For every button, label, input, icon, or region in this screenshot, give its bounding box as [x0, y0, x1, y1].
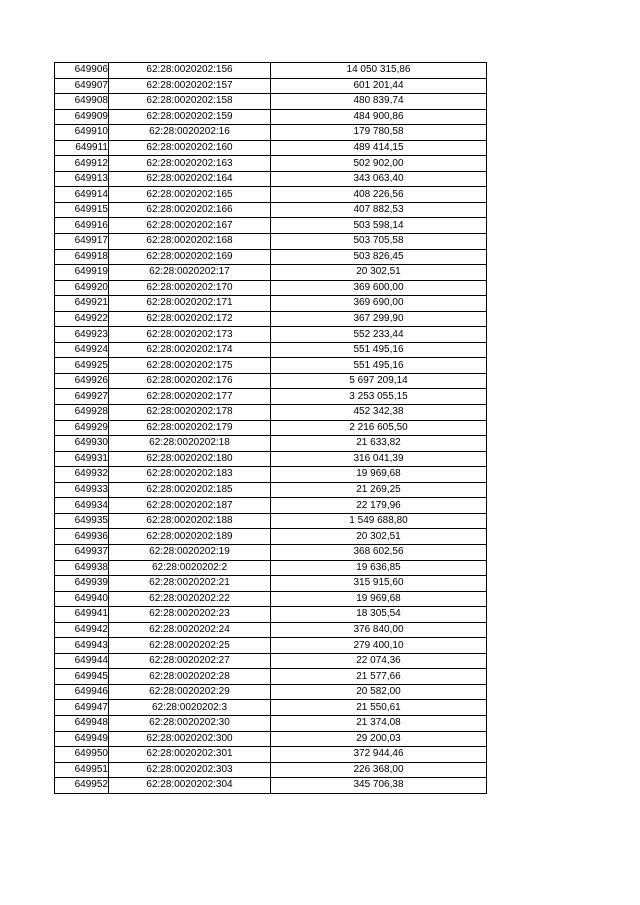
cadastral-number-cell: 62:28:0020202:29: [109, 684, 271, 700]
table-row: [55, 249, 487, 265]
value-cell: 503 826,45: [271, 249, 487, 265]
value-cell: 5 697 209,14: [271, 373, 487, 389]
row-number-cell: 649913: [55, 171, 109, 187]
cadastral-number-cell: 62:28:0020202:17: [109, 265, 271, 281]
cadastral-number-cell: 62:28:0020202:30: [109, 715, 271, 731]
value-cell: 452 342,38: [271, 405, 487, 421]
cadastral-number-cell: 62:28:0020202:159: [109, 109, 271, 125]
cadastral-number-cell: 62:28:0020202:172: [109, 311, 271, 327]
row-number-cell: 649921: [55, 296, 109, 312]
value-cell: 551 495,16: [271, 358, 487, 374]
cadastral-number-cell: 62:28:0020202:170: [109, 280, 271, 296]
row-number-cell: 649948: [55, 715, 109, 731]
value-cell: 2 216 605,50: [271, 420, 487, 436]
value-cell: 551 495,16: [271, 342, 487, 358]
row-number-cell: 649925: [55, 358, 109, 374]
value-cell: 315 915,60: [271, 576, 487, 592]
cadastral-number-cell: 62:28:0020202:178: [109, 405, 271, 421]
cadastral-number-cell: 62:28:0020202:160: [109, 140, 271, 156]
cadastral-number-cell: 62:28:0020202:168: [109, 234, 271, 250]
cadastral-number-cell: 62:28:0020202:174: [109, 342, 271, 358]
row-number-cell: 649939: [55, 576, 109, 592]
cadastral-number-cell: 62:28:0020202:28: [109, 669, 271, 685]
table-row: [55, 684, 487, 700]
table-row: [55, 638, 487, 654]
cadastral-number-cell: 62:28:0020202:167: [109, 218, 271, 234]
cadastral-number-cell: 62:28:0020202:171: [109, 296, 271, 312]
value-cell: 316 041,39: [271, 451, 487, 467]
cadastral-number-cell: 62:28:0020202:303: [109, 762, 271, 778]
cadastral-number-cell: 62:28:0020202:27: [109, 653, 271, 669]
row-number-cell: 649932: [55, 467, 109, 483]
row-number-cell: 649930: [55, 436, 109, 452]
cadastral-number-cell: 62:28:0020202:21: [109, 576, 271, 592]
table-row: [55, 280, 487, 296]
table-row: [55, 342, 487, 358]
cadastral-number-cell: 62:28:0020202:185: [109, 482, 271, 498]
value-cell: 20 302,51: [271, 265, 487, 281]
row-number-cell: 649922: [55, 311, 109, 327]
table-row: [55, 171, 487, 187]
cadastral-number-cell: 62:28:0020202:164: [109, 171, 271, 187]
row-number-cell: 649937: [55, 544, 109, 560]
value-cell: 343 063,40: [271, 171, 487, 187]
row-number-cell: 649907: [55, 78, 109, 94]
row-number-cell: 649908: [55, 94, 109, 110]
table-row: [55, 373, 487, 389]
row-number-cell: 649947: [55, 700, 109, 716]
value-cell: 22 179,96: [271, 498, 487, 514]
table-row: [55, 405, 487, 421]
row-number-cell: 649945: [55, 669, 109, 685]
value-cell: 1 549 688,80: [271, 513, 487, 529]
row-number-cell: 649919: [55, 265, 109, 281]
row-number-cell: 649915: [55, 202, 109, 218]
value-cell: 367 299,90: [271, 311, 487, 327]
value-cell: 179 780,58: [271, 125, 487, 141]
table-row: [55, 482, 487, 498]
row-number-cell: 649944: [55, 653, 109, 669]
cadastral-number-cell: 62:28:0020202:187: [109, 498, 271, 514]
row-number-cell: 649923: [55, 327, 109, 343]
value-cell: 502 902,00: [271, 156, 487, 172]
table-row: [55, 140, 487, 156]
cadastral-number-cell: 62:28:0020202:157: [109, 78, 271, 94]
value-cell: 19 969,68: [271, 591, 487, 607]
table-row: [55, 218, 487, 234]
table-row: [55, 715, 487, 731]
table-row: [55, 125, 487, 141]
value-cell: 601 201,44: [271, 78, 487, 94]
row-number-cell: 649935: [55, 513, 109, 529]
table-row: [55, 265, 487, 281]
value-cell: 372 944,46: [271, 747, 487, 763]
value-cell: 480 839,74: [271, 94, 487, 110]
row-number-cell: 649934: [55, 498, 109, 514]
cadastral-number-cell: 62:28:0020202:3: [109, 700, 271, 716]
table-row: [55, 731, 487, 747]
value-cell: 29 200,03: [271, 731, 487, 747]
row-number-cell: 649940: [55, 591, 109, 607]
table-row: [55, 311, 487, 327]
table-row: [55, 467, 487, 483]
value-cell: 345 706,38: [271, 778, 487, 794]
table-row: [55, 544, 487, 560]
table-body: [55, 63, 487, 794]
row-number-cell: 649943: [55, 638, 109, 654]
table-row: [55, 420, 487, 436]
table-row: [55, 747, 487, 763]
value-cell: 369 600,00: [271, 280, 487, 296]
value-cell: 19 969,68: [271, 467, 487, 483]
table-row: [55, 78, 487, 94]
table-row: [55, 109, 487, 125]
row-number-cell: 649924: [55, 342, 109, 358]
row-number-cell: 649906: [55, 63, 109, 79]
value-cell: 489 414,15: [271, 140, 487, 156]
cadastral-number-cell: 62:28:0020202:176: [109, 373, 271, 389]
value-cell: 18 305,54: [271, 607, 487, 623]
table-row: [55, 576, 487, 592]
value-cell: 408 226,56: [271, 187, 487, 203]
table-row: [55, 622, 487, 638]
cadastral-number-cell: 62:28:0020202:179: [109, 420, 271, 436]
value-cell: 226 368,00: [271, 762, 487, 778]
value-cell: 21 550,61: [271, 700, 487, 716]
value-cell: 368 602,56: [271, 544, 487, 560]
row-number-cell: 649929: [55, 420, 109, 436]
row-number-cell: 649936: [55, 529, 109, 545]
cadastral-number-cell: 62:28:0020202:24: [109, 622, 271, 638]
table-row: [55, 513, 487, 529]
row-number-cell: 649933: [55, 482, 109, 498]
cadastral-number-cell: 62:28:0020202:180: [109, 451, 271, 467]
value-cell: 407 882,53: [271, 202, 487, 218]
cadastral-number-cell: 62:28:0020202:158: [109, 94, 271, 110]
table-row: [55, 451, 487, 467]
cadastral-number-cell: 62:28:0020202:19: [109, 544, 271, 560]
table-row: [55, 436, 487, 452]
table-row: [55, 327, 487, 343]
row-number-cell: 649926: [55, 373, 109, 389]
table-row: [55, 296, 487, 312]
table-row: [55, 63, 487, 79]
table-row: [55, 700, 487, 716]
value-cell: 21 374,08: [271, 715, 487, 731]
cadastral-number-cell: 62:28:0020202:175: [109, 358, 271, 374]
row-number-cell: 649949: [55, 731, 109, 747]
row-number-cell: 649910: [55, 125, 109, 141]
value-cell: 21 577,66: [271, 669, 487, 685]
table-row: [55, 234, 487, 250]
value-cell: 22 074,36: [271, 653, 487, 669]
value-cell: 20 302,51: [271, 529, 487, 545]
row-number-cell: 649931: [55, 451, 109, 467]
value-cell: 484 900,86: [271, 109, 487, 125]
row-number-cell: 649928: [55, 405, 109, 421]
value-cell: 14 050 315,86: [271, 63, 487, 79]
value-cell: 503 705,58: [271, 234, 487, 250]
row-number-cell: 649951: [55, 762, 109, 778]
table-row: [55, 498, 487, 514]
cadastral-number-cell: 62:28:0020202:16: [109, 125, 271, 141]
value-cell: 369 690,00: [271, 296, 487, 312]
row-number-cell: 649920: [55, 280, 109, 296]
table-row: [55, 778, 487, 794]
cadastral-number-cell: 62:28:0020202:163: [109, 156, 271, 172]
table-row: [55, 94, 487, 110]
row-number-cell: 649918: [55, 249, 109, 265]
table-row: [55, 389, 487, 405]
row-number-cell: 649912: [55, 156, 109, 172]
cadastral-number-cell: 62:28:0020202:23: [109, 607, 271, 623]
cadastral-number-cell: 62:28:0020202:156: [109, 63, 271, 79]
cadastral-number-cell: 62:28:0020202:18: [109, 436, 271, 452]
row-number-cell: 649952: [55, 778, 109, 794]
value-cell: 20 582,00: [271, 684, 487, 700]
cadastral-number-cell: 62:28:0020202:188: [109, 513, 271, 529]
data-table: [54, 62, 487, 794]
cadastral-number-cell: 62:28:0020202:169: [109, 249, 271, 265]
row-number-cell: 649938: [55, 560, 109, 576]
table-row: [55, 762, 487, 778]
table-row: [55, 607, 487, 623]
table-row: [55, 669, 487, 685]
row-number-cell: 649916: [55, 218, 109, 234]
value-cell: 21 633,82: [271, 436, 487, 452]
value-cell: 279 400,10: [271, 638, 487, 654]
value-cell: 376 840,00: [271, 622, 487, 638]
row-number-cell: 649942: [55, 622, 109, 638]
cadastral-number-cell: 62:28:0020202:2: [109, 560, 271, 576]
cadastral-number-cell: 62:28:0020202:301: [109, 747, 271, 763]
table-row: [55, 653, 487, 669]
row-number-cell: 649941: [55, 607, 109, 623]
row-number-cell: 649927: [55, 389, 109, 405]
row-number-cell: 649950: [55, 747, 109, 763]
table-row: [55, 358, 487, 374]
cadastral-number-cell: 62:28:0020202:25: [109, 638, 271, 654]
table-row: [55, 156, 487, 172]
row-number-cell: 649909: [55, 109, 109, 125]
cadastral-number-cell: 62:28:0020202:183: [109, 467, 271, 483]
value-cell: 21 269,25: [271, 482, 487, 498]
cadastral-number-cell: 62:28:0020202:173: [109, 327, 271, 343]
table-row: [55, 560, 487, 576]
value-cell: 503 598,14: [271, 218, 487, 234]
table-row: [55, 202, 487, 218]
value-cell: 3 253 055,15: [271, 389, 487, 405]
value-cell: 19 636,85: [271, 560, 487, 576]
cadastral-number-cell: 62:28:0020202:304: [109, 778, 271, 794]
table-row: [55, 187, 487, 203]
row-number-cell: 649914: [55, 187, 109, 203]
value-cell: 552 233,44: [271, 327, 487, 343]
table-row: [55, 591, 487, 607]
row-number-cell: 649946: [55, 684, 109, 700]
cadastral-number-cell: 62:28:0020202:177: [109, 389, 271, 405]
row-number-cell: 649911: [55, 140, 109, 156]
cadastral-number-cell: 62:28:0020202:166: [109, 202, 271, 218]
cadastral-number-cell: 62:28:0020202:189: [109, 529, 271, 545]
cadastral-number-cell: 62:28:0020202:165: [109, 187, 271, 203]
cadastral-number-cell: 62:28:0020202:300: [109, 731, 271, 747]
cadastral-number-cell: 62:28:0020202:22: [109, 591, 271, 607]
table-row: [55, 529, 487, 545]
row-number-cell: 649917: [55, 234, 109, 250]
